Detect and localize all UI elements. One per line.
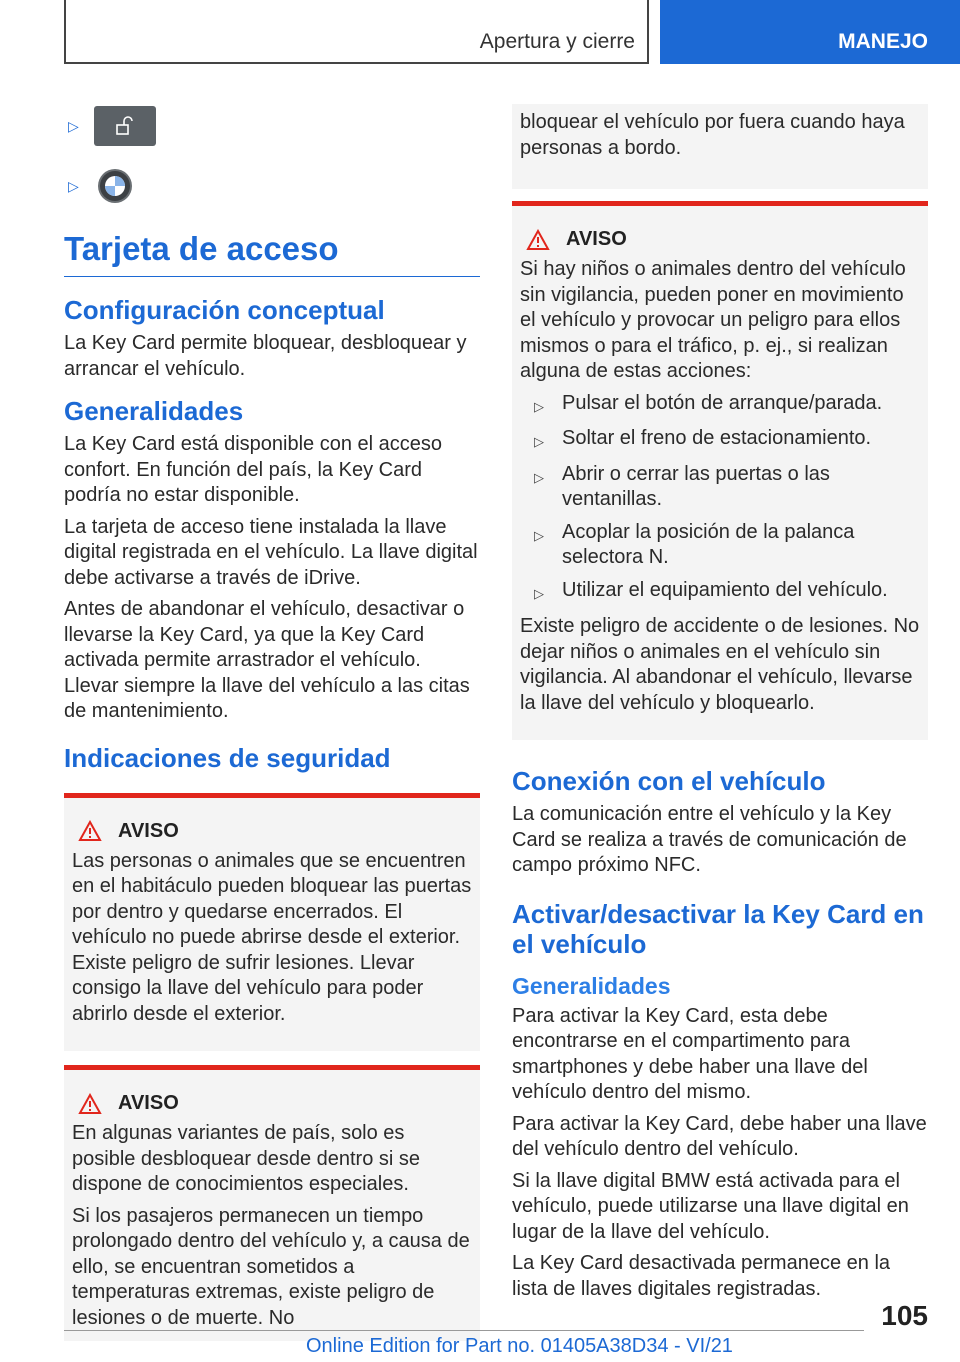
- list-item-text: Utilizar el equipamiento del vehículo.: [562, 578, 888, 601]
- paragraph-general-3: Antes de abandonar el vehículo, desactivar o llevarse la Key Card, ya que la Key Card activada permite arrastrador el vehículo. Llevar siempre la llave del vehículo a las citas de mantenimiento.: [64, 598, 470, 722]
- list-item-text: Soltar el freno de estacionamiento.: [562, 427, 872, 449]
- warning-title: [72, 820, 472, 843]
- paragraph-activate-2: Para activar la Key Card, debe haber una llave del vehículo dentro del vehículo.: [512, 1112, 927, 1160]
- paragraph-concept: La Key Card permite bloquear, desbloquear y arrancar el vehículo.: [64, 332, 467, 380]
- paragraph-general-1: La Key Card está disponible con el acceso confort. En función del país, la Key Card podría no estar disponible.: [64, 433, 443, 506]
- bullet-triangle-icon: ▷: [534, 585, 544, 601]
- warning-title-text: AVISO: [118, 1092, 179, 1114]
- action-list: [520, 391, 920, 607]
- heading-access-card: Tarjeta de acceso: [64, 230, 480, 277]
- footer-edition: Online Edition for Part no. 01405A38D34 - VI/21: [306, 1335, 733, 1357]
- paragraph-general-2: La tarjeta de acceso tiene instalada la llave digital registrada en el vehículo. La llave digital debe activarse a través de iDrive.: [64, 515, 478, 589]
- unlock-button-row: [64, 100, 480, 152]
- warning-text: Las personas o animales que se encuentren en el habitáculo pueden bloquear las puertas por dentro y quedarse encerrados. El vehículo no puede abrirse desde el exterior. Existe peligro de sufrir lesiones. Llevar consigo la llave del vehículo para poder abrirlo desde el exterior.: [72, 849, 472, 1025]
- left-column: [64, 100, 480, 1355]
- warning-triangle-icon: [526, 229, 550, 251]
- heading-safety: Indicaciones de seguridad: [64, 742, 391, 773]
- list-item: [520, 391, 920, 420]
- bmw-logo-icon: [98, 169, 132, 203]
- paragraph-activate-1: Para activar la Key Card, esta debe encontrarse en el compartimento para smartphones y debe haber una llave del vehículo dentro del mismo.: [512, 1004, 868, 1103]
- warning-text-2: Si los pasajeros permanecen un tiempo prolongado dentro del vehículo y, a causa de ello, se encuentran sometidos a temperaturas extremas, existe peligro de lesiones o de muerte. No: [72, 1204, 470, 1329]
- list-item: [520, 462, 920, 513]
- bullet-triangle-icon: ▷: [534, 527, 544, 543]
- heading-activate: Activar/desactivar la Key Card en el vehículo: [512, 898, 924, 959]
- bullet-triangle-icon: ▷: [534, 469, 544, 485]
- warning-title-text: AVISO: [118, 819, 179, 842]
- heading-concept: Configuración conceptual: [64, 295, 385, 325]
- right-column: [512, 104, 928, 1308]
- paragraph-activate-4: La Key Card desactivada permanece en la lista de llaves digitales registradas.: [512, 1252, 891, 1300]
- heading-general: Generalidades: [64, 396, 244, 426]
- heading-connection: Conexión con el vehículo: [512, 766, 826, 796]
- list-item-text: Abrir o cerrar las puertas o las ventanillas.: [562, 462, 830, 510]
- list-triangle-icon: ▷: [68, 117, 79, 134]
- bullet-triangle-icon: ▷: [534, 434, 544, 449]
- header-section-title: Apertura y cierre: [479, 30, 635, 53]
- bullet-triangle-icon: ▷: [534, 398, 544, 414]
- warning-title: [72, 1092, 472, 1115]
- warning-triangle-icon: [78, 1093, 102, 1115]
- warning-box-special-knowledge: [64, 1065, 480, 1341]
- warning-title: [520, 228, 920, 251]
- list-item: [520, 426, 920, 455]
- list-triangle-icon: ▷: [68, 177, 79, 194]
- list-item: [520, 520, 920, 571]
- warning-triangle-icon: [78, 820, 102, 842]
- warning-continuation: [512, 104, 928, 189]
- subheading-general: Generalidades: [512, 972, 671, 999]
- warning-box-children-animals: [512, 201, 928, 740]
- warning-text-1: En algunas variantes de país, solo es posible desbloquear desde dentro si se dispone de conocimientos especiales.: [72, 1122, 421, 1195]
- paragraph-activate-3: Si la llave digital BMW está activada para el vehículo, puede utilizarse una llave digital en lugar de la llave del vehículo.: [512, 1169, 909, 1243]
- list-item: [520, 578, 920, 607]
- bmw-button-row: [64, 160, 480, 212]
- header-chapter-tab[interactable]: [660, 0, 960, 64]
- continuation-text: bloquear el vehículo por fuera cuando haya personas a bordo.: [520, 111, 905, 159]
- unlock-button-icon: [94, 106, 156, 146]
- header-chapter-label: MANEJO: [838, 30, 928, 53]
- list-item-text: Pulsar el botón de arranque/parada.: [562, 391, 883, 414]
- warning-title-text: AVISO: [566, 228, 627, 250]
- list-item-text: Acoplar la posición de la palanca selectora N.: [562, 520, 855, 568]
- page-number: 105: [881, 1300, 928, 1331]
- header-section-box: [64, 0, 649, 64]
- warning-box-locked-in: [64, 793, 480, 1052]
- footer-divider: [64, 1330, 864, 1331]
- paragraph-connection: La comunicación entre el vehículo y la Key Card se realiza a través de comunicación de campo próximo NFC.: [512, 803, 907, 876]
- warning-text-2: Existe peligro de accidente o de lesiones. No dejar niños o animales en el vehículo sin vigilancia. Al abandonar el vehículo, llevarse la llave del vehículo y bloquearlo.: [520, 615, 920, 714]
- page-header: [0, 0, 960, 66]
- warning-text-1: Si hay niños o animales dentro del vehículo sin vigilancia, pueden poner en movimiento el vehículo y provocar un peligro para ellos mismos o para el tráfico, p. ej., si realizan alguna de estas acciones:: [520, 258, 906, 382]
